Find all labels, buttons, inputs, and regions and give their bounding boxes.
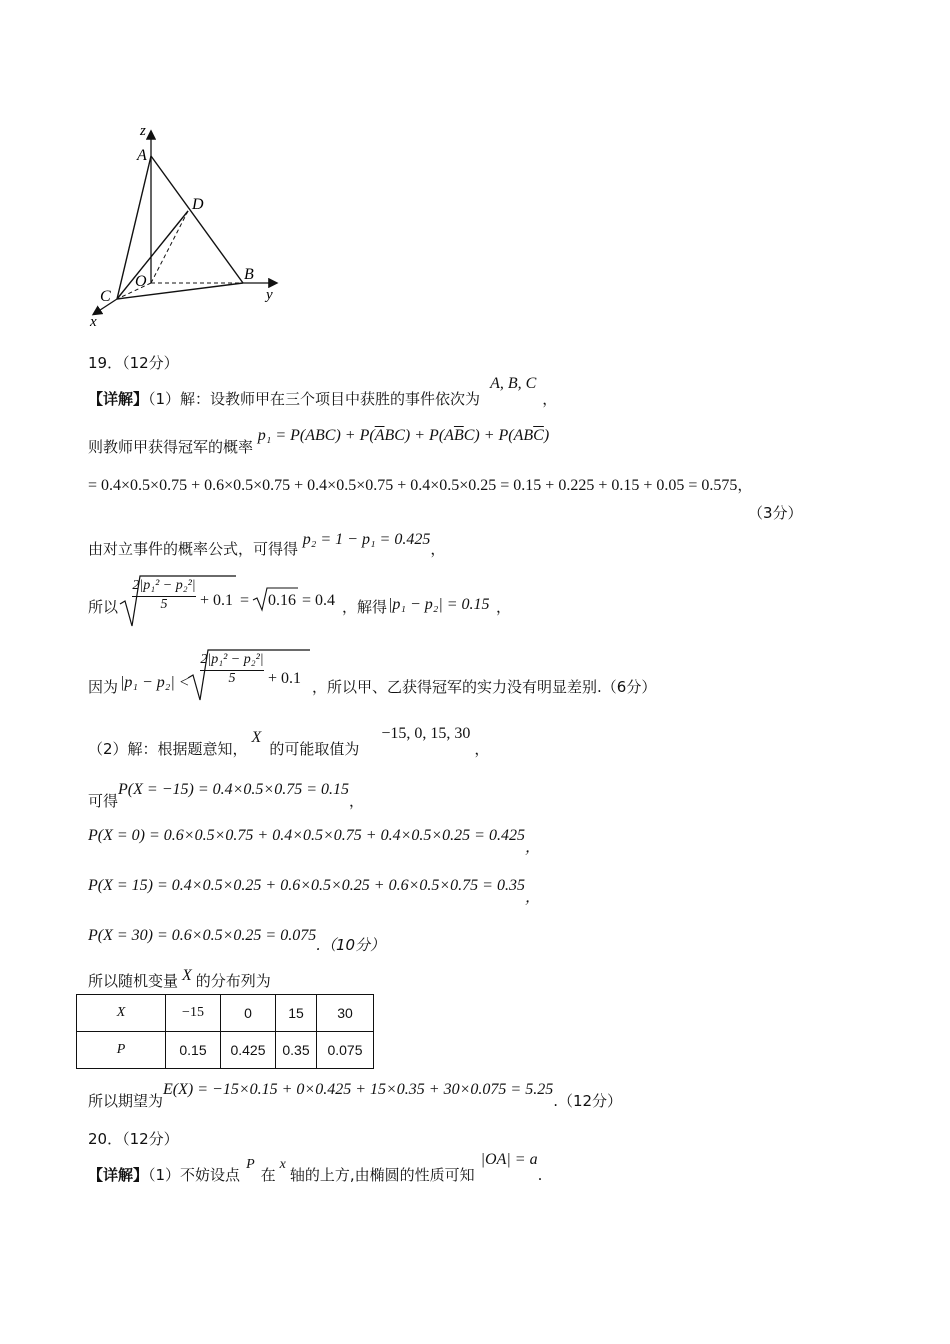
tetrahedron-figure (80, 118, 290, 332)
part2-mid: 的可能取值为 (269, 740, 360, 758)
q19-pm15-line (88, 781, 365, 811)
q20-math: |OA| = a (480, 1151, 538, 1168)
sqrt2-denominator: 5 (200, 670, 264, 687)
so-text: 所以 (88, 598, 119, 616)
intro-text: （1）解：设教师甲在三个项目中获胜的事件依次为 (148, 390, 481, 408)
label-C: C (100, 288, 111, 305)
p30-math: P(X = 30) = 0.6×0.5×0.25 = 0.075 (88, 927, 317, 944)
q19-dist-caption (88, 967, 271, 991)
exp-math: E(X) = −15×0.15 + 0×0.425 + 15×0.35 + 30×0.075 = 5.25 (163, 1081, 554, 1098)
part2-end: ， (474, 740, 490, 758)
p0-end: ， (524, 838, 540, 856)
table-cell: 0 (221, 995, 276, 1032)
q19-header: 19．（12分） (88, 354, 179, 372)
because-text: 因为 (88, 678, 119, 696)
q19-p1-line (88, 427, 550, 457)
p1-part3: C) + P(AB (463, 427, 534, 444)
table-row (77, 995, 374, 1032)
opp-math: p₂ = 1 − p₁ = 0.425 (302, 531, 431, 548)
q20-end: . (537, 1166, 543, 1184)
sqrt-plus: + 0.1 (200, 592, 234, 609)
q20-text-b: 在 (260, 1166, 276, 1184)
solve-end: ， (496, 598, 512, 616)
dist-text-b: 的分布列为 (195, 972, 271, 990)
table-cell: −15 (166, 995, 221, 1032)
dist-text-a: 所以随机变量 (88, 972, 179, 990)
q19-opp-line (88, 531, 446, 559)
intro-end: ， (542, 390, 558, 408)
part2-text: （2）解：根据题意知， (88, 740, 248, 758)
sqrt2-numerator: 2|p₁² − p₂²| (200, 652, 264, 667)
prob-text: 则教师甲获得冠军的概率 (88, 438, 254, 456)
p1-formula (258, 427, 549, 444)
detail-tag: 【详解】 (88, 390, 149, 408)
q20-text-c: 轴的上方,由椭圆的性质可知 (289, 1166, 475, 1184)
p1-bar-a: $\overline{A}$ (374, 427, 385, 444)
score-3: （3分） (748, 504, 803, 522)
q20-detail-tag: 【详解】 (88, 1166, 149, 1184)
calc-end: ， (737, 476, 753, 494)
table-cell: 0.15 (166, 1032, 221, 1069)
table-cell: X (77, 995, 166, 1032)
keyi-text: 可得 (88, 792, 119, 810)
q19-exp-line (88, 1081, 623, 1111)
q19-p15-line (88, 874, 540, 906)
label-D: D (192, 196, 204, 213)
table-cell: 15 (276, 995, 317, 1032)
opp-end: ， (430, 540, 446, 558)
because-rest: ，所以甲、乙获得冠军的实力没有明显差别.（6分） (312, 678, 657, 696)
part2-vals: −15, 0, 15, 30 (381, 725, 471, 742)
table-cell: 0.35 (276, 1032, 317, 1069)
sqrt-result: = 0.4 (302, 592, 336, 609)
q19-because-line (88, 648, 788, 704)
p30-end: .（10分） (316, 936, 386, 954)
p15-end: ， (524, 888, 540, 906)
label-z: z (140, 123, 146, 139)
label-B: B (244, 266, 254, 283)
label-x: x (90, 314, 97, 330)
q20-var-x: x (279, 1157, 286, 1172)
sqrt-eq: = (240, 592, 250, 609)
label-A: A (137, 147, 147, 164)
opp-text: 由对立事件的概率公式，可得得 (88, 540, 299, 558)
table-cell: 30 (317, 995, 374, 1032)
intro-math: A, B, C (490, 375, 537, 392)
table-cell: 0.075 (317, 1032, 374, 1069)
dist-var: X (182, 967, 192, 984)
p1-bar-c: $\overline{C}$ (533, 427, 544, 444)
solve-text: ，解得 (342, 598, 388, 616)
pm15-end: ， (349, 792, 365, 810)
q19-intro (88, 375, 558, 409)
sqrt-denominator: 5 (132, 596, 196, 613)
q20-intro (88, 1151, 543, 1185)
sqrt-value: 0.16 (268, 592, 296, 609)
q19-p0-line (88, 824, 540, 856)
sqrt2-plus: + 0.1 (268, 670, 302, 687)
calc-line: = 0.4×0.5×0.75 + 0.6×0.5×0.75 + 0.4×0.5×0.75 + 0.4×0.5×0.25 = 0.15 + 0.225 + 0.15 + 0.05 = 0.575 (88, 477, 738, 494)
q20-var-p: P (246, 1157, 255, 1172)
p1-part4: ) (543, 427, 550, 444)
p15-math: P(X = 15) = 0.4×0.5×0.25 + 0.6×0.5×0.25 + 0.6×0.5×0.75 = 0.35 (88, 877, 525, 894)
distribution-table (76, 994, 374, 1069)
p1-bar-b: $\overline{B}$ (453, 427, 464, 444)
q19-calc-line (88, 474, 752, 495)
exp-end: .（12分） (553, 1092, 623, 1110)
part2-var: X (251, 729, 262, 746)
q20-header: 20．（12分） (88, 1130, 179, 1148)
q19-part2-line (88, 725, 490, 759)
q19-sqrt-line (88, 574, 512, 630)
p1-part1: p₁ = P(ABC) + P( (257, 427, 375, 444)
table-cell: P (77, 1032, 166, 1069)
because-lhs: |p₁ − p₂| < (120, 674, 190, 691)
label-O: O (135, 273, 147, 290)
label-y: y (266, 287, 273, 303)
table-row (77, 1032, 374, 1069)
p1-part2: BC) + P(A (384, 427, 454, 444)
p0-math: P(X = 0) = 0.6×0.5×0.75 + 0.4×0.5×0.75 + 0.4×0.5×0.25 = 0.425 (88, 827, 525, 844)
pm15-math: P(X = −15) = 0.4×0.5×0.75 = 0.15 (118, 781, 349, 798)
sqrt-numerator: 2|p₁² − p₂²| (132, 578, 196, 593)
q19-p30-line (88, 924, 386, 954)
table-cell: 0.425 (221, 1032, 276, 1069)
exp-text: 所以期望为 (88, 1092, 164, 1110)
solve-math: |p₁ − p₂| = 0.15 (388, 596, 490, 613)
q20-text-a: （1）不妨设点 (148, 1166, 241, 1184)
